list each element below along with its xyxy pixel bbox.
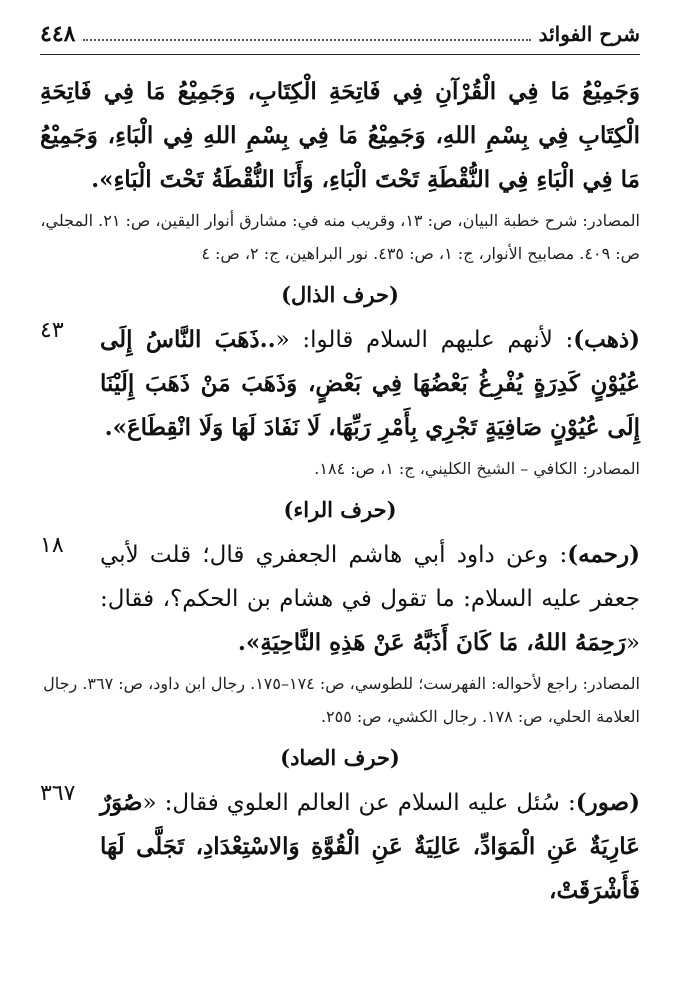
page-header xyxy=(40,14,640,55)
entry-quote: ..ذَهَبَ النَّاسُ إِلَى عُيُوْنٍ كَدِرَةٍ يُفْرِغُ بَعْضُهَا فِي بَعْضٍ، وَذَهَبَ مَنْ ذَهَبَ إِلَيْنَا إِلَى عُيُوْنٍ صَافِيَةٍ تَجْرِي بِأَمْرِ رَبِّهَا، لَا نَفَادَ لَهَا وَلَا انْقِطَاعَ». xyxy=(100,326,640,441)
intro-sources: المصادر: شرح خطبة البيان، ص: ١٣، وقريب منه في: مشارق أنوار اليقين، ص: ٢١. المجلي، ص: ٤٠٩. مصابيح الأنوار، ج: ١، ص: ٤٣٥. نور البراهين، ج: ٢، ص: ٤ xyxy=(40,211,640,263)
running-title: شرح الفوائد xyxy=(538,22,640,46)
header-dotted-leader xyxy=(83,27,530,41)
intro-hadith-text: وَجَمِيْعُ مَا فِي الْقُرْآنِ فِي فَاتِحَةِ الْكِتَابِ، وَجَمِيْعُ مَا فِي فَاتِحَةِ الْكِتَابِ فِي بِسْمِ اللهِ، وَجَمِيْعُ مَا فِي بِسْمِ اللهِ فِي الْبَاءِ، وَجَمِيْعُ مَا فِي الْبَاءِ فِي النُّقْطَةِ تَحْتَ الْبَاءِ، وَأَنَا النُّقْطَةُ تَحْتَ الْبَاءِ». xyxy=(40,78,640,193)
entry-keyword: (ذهب) xyxy=(573,326,640,353)
entry-sources: المصادر: راجع لأحواله: الفهرست؛ للطوسي، ص: ١٧٤–١٧٥. رجال ابن داود، ص: ٣٦٧. رجال العلامة الحلي، ص: ١٧٨. رجال الكشي، ص: ٢٥٥. xyxy=(43,674,640,726)
entry-intro: : سُئل عليه السلام عن العالم العلوي فقال: « xyxy=(142,790,576,816)
section-title-sad: (حرف الصاد) xyxy=(280,745,400,770)
entry-number: ١٨ xyxy=(40,533,64,558)
section-title-ra: (حرف الراء) xyxy=(283,497,397,522)
entry-intro: : لأنهم عليهم السلام قالوا: « xyxy=(275,327,574,353)
entry-sources: المصادر: الكافي – الشيخ الكليني، ج: ١، ص: ١٨٤. xyxy=(314,459,640,478)
entry-rahimahu xyxy=(40,533,640,665)
page-number: ٤٤٨ xyxy=(40,21,76,47)
entry-intro: : وعن داود أبي هاشم الجعفري قال؛ قلت لأبي جعفر عليه السلام: ما تقول في هشام بن الحكم؟، فقال: « xyxy=(100,542,640,656)
entry-body xyxy=(100,781,640,913)
page-content xyxy=(40,70,640,913)
entry-suwar xyxy=(40,781,640,913)
entry-dhahab xyxy=(40,318,640,450)
entry-keyword: (صور) xyxy=(575,789,640,816)
entry-quote: صُوَرٌ عَارِيَةٌ عَنِ الْمَوَادِّ، عَالِيَةٌ عَنِ الْقُوَّةِ وَالاسْتِعْدَادِ، تَجَلَّى لَهَا فَأَشْرَقَتْ، xyxy=(100,789,640,904)
section-title-dhal: (حرف الذال) xyxy=(281,282,399,307)
entry-body xyxy=(100,533,640,665)
entry-quote: رَحِمَهُ اللهُ، مَا كَانَ أَذَبَّهُ عَنْ هَذِهِ النَّاحِيَةِ». xyxy=(237,629,626,656)
entry-number: ٣٦٧ xyxy=(40,781,76,806)
entry-number: ٤٣ xyxy=(40,318,64,343)
entry-keyword: (رحمه) xyxy=(567,541,640,568)
entry-body xyxy=(100,318,640,450)
